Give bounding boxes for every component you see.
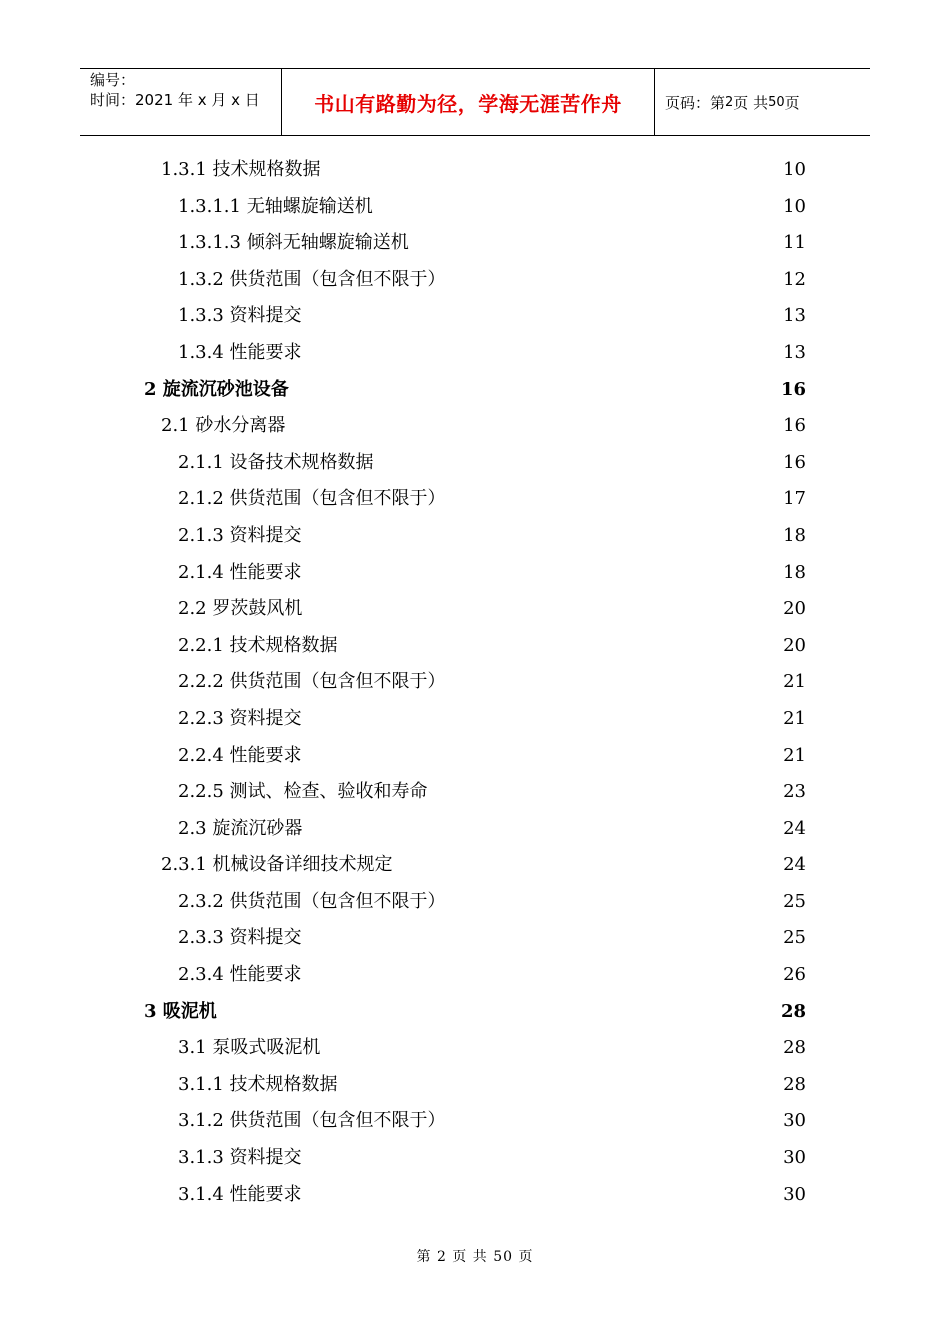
toc-entry-title: 1.3.3 资料提交	[178, 305, 302, 327]
toc-entry[interactable]	[0, 591, 950, 628]
toc-entry-page: 11	[783, 232, 806, 254]
toc-entry-title: 3.1.4 性能要求	[178, 1183, 302, 1205]
toc-entry-page: 13	[783, 305, 806, 327]
toc-entry-page: 25	[783, 890, 806, 912]
toc-entry-title: 2.1 砂水分离器	[161, 415, 286, 437]
header-motto: 书山有路勤为径，学海无涯苦作舟	[282, 69, 655, 135]
toc-entry-title: 2.1.2 供货范围（包含但不限于）	[178, 488, 446, 510]
page-mid: 页 共	[733, 93, 769, 112]
toc-entry[interactable]	[0, 481, 950, 518]
toc-entry[interactable]	[0, 518, 950, 555]
toc-entry-title: 3.1.1 技术规格数据	[178, 1073, 338, 1095]
page-current: 2	[725, 94, 734, 110]
toc-entry-title: 3.1.2 供货范围（包含但不限于）	[178, 1110, 446, 1132]
toc-entry[interactable]	[0, 1177, 950, 1214]
toc-entry-title: 2.2.1 技术规格数据	[178, 634, 338, 656]
toc-entry-title: 2.2.3 资料提交	[178, 707, 302, 729]
toc-entry-page: 16	[780, 378, 806, 400]
toc-entry-page: 23	[783, 781, 806, 803]
page-suffix: 页	[784, 93, 800, 112]
toc-entry-page: 26	[783, 964, 806, 986]
toc-entry[interactable]	[0, 1067, 950, 1104]
toc-entry[interactable]	[0, 262, 950, 299]
toc-entry-title: 1.3.4 性能要求	[178, 341, 302, 363]
toc-entry-title: 3.1.3 资料提交	[178, 1147, 302, 1169]
toc-entry-page: 13	[783, 341, 806, 363]
toc-entry-page: 10	[783, 159, 806, 180]
toc-entry-page: 28	[780, 1000, 806, 1022]
toc-entry-page: 21	[783, 671, 806, 693]
toc-entry-page: 30	[783, 1110, 806, 1132]
toc-entry-title: 1.3.1.1 无轴螺旋输送机	[178, 195, 373, 217]
toc-entry[interactable]	[0, 774, 950, 811]
document-number-label: 编号：	[90, 71, 136, 89]
toc-entry-page: 21	[783, 707, 806, 729]
toc-entry-page: 28	[783, 1037, 806, 1059]
toc-entry[interactable]	[0, 408, 950, 445]
toc-entry-title: 3.1 泵吸式吸泥机	[178, 1037, 321, 1059]
toc-entry-title: 2.1.4 性能要求	[178, 561, 302, 583]
toc-entry-title: 3 吸泥机	[144, 1000, 217, 1022]
toc-entry-title: 1.3.1.3 倾斜无轴螺旋输送机	[178, 232, 409, 254]
toc-entry[interactable]	[0, 1030, 950, 1067]
page-total: 50	[768, 94, 785, 110]
toc-entry[interactable]	[0, 555, 950, 592]
toc-entry-title: 1.3.2 供货范围（包含但不限于）	[178, 268, 446, 290]
toc-entry[interactable]	[0, 920, 950, 957]
toc-entry[interactable]	[0, 994, 950, 1031]
toc-entry-title: 2.3 旋流沉砂器	[178, 817, 303, 839]
toc-entry[interactable]	[0, 847, 950, 884]
toc-entry-title: 2.1.3 资料提交	[178, 524, 302, 546]
header-page-indicator	[655, 69, 870, 135]
toc-entry[interactable]	[0, 152, 950, 189]
toc-entry[interactable]	[0, 701, 950, 738]
toc-entry[interactable]	[0, 884, 950, 921]
toc-entry-page: 16	[783, 451, 806, 473]
toc-entry-page: 12	[783, 268, 806, 290]
table-of-contents	[0, 152, 950, 1213]
toc-entry-page: 18	[783, 524, 806, 546]
toc-entry[interactable]	[0, 1140, 950, 1177]
toc-entry[interactable]	[0, 738, 950, 775]
toc-entry-title: 2.3.4 性能要求	[178, 964, 302, 986]
toc-entry-title: 2.3.1 机械设备详细技术规定	[161, 854, 393, 876]
toc-entry[interactable]	[0, 664, 950, 701]
toc-entry[interactable]	[0, 1103, 950, 1140]
toc-entry-title: 2.2.2 供货范围（包含但不限于）	[178, 671, 446, 693]
toc-entry-title: 1.3.1 技术规格数据	[161, 159, 321, 180]
toc-entry-page: 28	[783, 1073, 806, 1095]
toc-entry-page: 20	[783, 634, 806, 656]
toc-entry-title: 2.2 罗茨鼓风机	[178, 598, 303, 620]
header-meta	[80, 69, 282, 135]
toc-entry-title: 2.2.4 性能要求	[178, 744, 302, 766]
toc-entry-title: 2 旋流沉砂池设备	[144, 378, 289, 400]
toc-entry-page: 30	[783, 1147, 806, 1169]
toc-entry[interactable]	[0, 298, 950, 335]
toc-entry-page: 25	[783, 927, 806, 949]
toc-entry-page: 18	[783, 561, 806, 583]
toc-entry[interactable]	[0, 628, 950, 665]
toc-entry[interactable]	[0, 335, 950, 372]
page-footer: 第 2 页 共 50 页	[416, 1249, 534, 1265]
toc-entry-page: 10	[783, 195, 806, 217]
toc-entry-page: 24	[783, 817, 806, 839]
toc-entry-title: 2.3.3 资料提交	[178, 927, 302, 949]
toc-entry-page: 21	[783, 744, 806, 766]
toc-entry[interactable]	[0, 225, 950, 262]
toc-entry-page: 24	[783, 854, 806, 876]
toc-entry-page: 30	[783, 1183, 806, 1205]
toc-entry-title: 2.2.5 测试、检查、验收和寿命	[178, 781, 428, 803]
page-header	[80, 68, 870, 136]
toc-entry[interactable]	[0, 957, 950, 994]
toc-entry-title: 2.1.1 设备技术规格数据	[178, 451, 374, 473]
toc-entry[interactable]	[0, 372, 950, 409]
toc-entry[interactable]	[0, 445, 950, 482]
toc-entry[interactable]	[0, 189, 950, 226]
page-prefix: 页码：第	[665, 93, 726, 112]
toc-entry-page: 16	[783, 415, 806, 437]
toc-entry-page: 20	[783, 598, 806, 620]
toc-entry-title: 2.3.2 供货范围（包含但不限于）	[178, 890, 446, 912]
toc-entry[interactable]	[0, 811, 950, 848]
toc-entry-page: 17	[783, 488, 806, 510]
document-time-label: 时间：2021 年 x 月 x 日	[90, 91, 260, 109]
